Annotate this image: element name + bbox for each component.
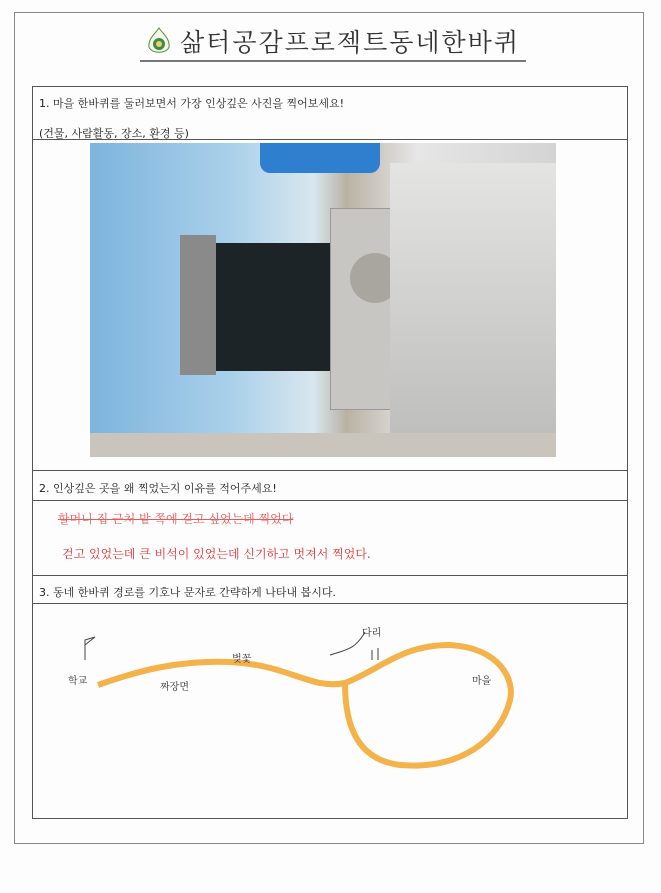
q2-text: 2. 인상깊은 곳을 왜 찍었는지 이유를 적어주세요! <box>39 482 277 495</box>
route-path <box>98 645 511 766</box>
q1-hint: (건물, 사람활동, 장소, 환경 등) <box>39 127 189 140</box>
flag-icon <box>85 637 95 660</box>
label-restaurant: 짜장면 <box>160 682 189 693</box>
answer-text: 걷고 있었는데 큰 비석이 있었는데 신기하고 멋져서 찍었다. <box>62 547 371 561</box>
label-school: 학교 <box>68 676 88 687</box>
q1-text: 1. 마을 한바퀴를 둘러보면서 가장 인상깊은 사진을 찍어보세요! <box>39 97 345 110</box>
label-bridge: 다리 <box>362 628 382 639</box>
label-village: 마을 <box>472 676 492 687</box>
struck-answer: 할머니 집 근처 밭 쪽에 걷고 싶었는데 찍었다 <box>58 512 294 526</box>
title-text: 삶터공감프로젝트동네한바퀴 <box>180 28 520 57</box>
q3-text: 3. 동네 한바퀴 경로를 기호나 문자로 간략하게 나타내 봅시다. <box>39 586 336 599</box>
label-cherry-blossom: 벚꽃 <box>232 654 252 665</box>
